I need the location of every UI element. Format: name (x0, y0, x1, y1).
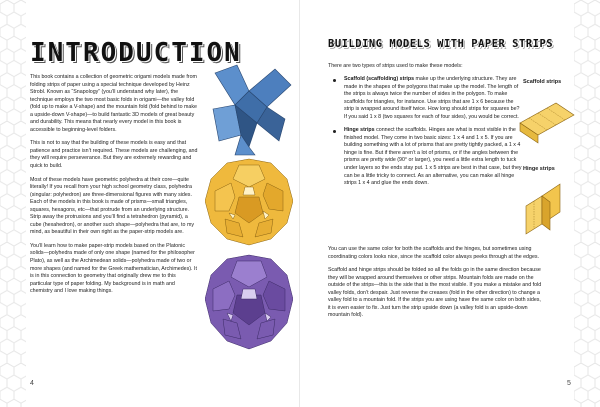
blue-origami-model (213, 65, 291, 155)
introduction-body (30, 74, 198, 302)
term-hinge-strips: Hinge strips (344, 127, 375, 134)
body-paragraph: You can use the same color for both the scaffolds and the hinges, but sometimes using coordinating colors looks nice, since the scaffold color always peeks through at the edges. (328, 246, 540, 260)
hinge-strips-diagram (520, 180, 576, 240)
section-heading: BUILDING MODELS WITH PAPER STRIPS (328, 38, 554, 50)
page-number: 4 (30, 380, 34, 387)
hinge-strips-description: connect the scaffolds. Hinges are what is most visible in the finished model. They come in two basic sizes: 1 x 4 and 1 x 5. If you are building something with a lot of prisms that are pretty tightly packed, a 1 x 4 hinge is fine. But if there aren’t a lot of prisms, or if the angles between the prisms are pretty wide (90° or larger), you need a little extra length to tuck under layers so the ends stay put. 1 x 5 strips are best in that case, but they can be a little tricky to connect. As an alternative, you can make all hinge strips 1 x 4 and glue the ends down. (344, 127, 522, 187)
bullet-icon (333, 79, 336, 82)
page-number: 5 (567, 380, 571, 387)
hexagon-pattern-border (574, 0, 600, 407)
yellow-origami-model (205, 159, 293, 245)
body-paragraph: Scaffold and hinge strips should be folded so all the folds go in the same direction because they will be wrapped around themselves or other strips. Mountain folds are made on the outside of the strips—this is the side that is the most visible. If you make a mistake and fold valley folds, don’t despair. Just reverse the creases (fold in the other direction) to change a valley fold to a mountain fold. If the strips you are using have the same color on both sides, it is even easier to fix. Just turn the strip upside down (a valley fold is an upside-down mountain fold). (328, 267, 542, 319)
intro-paragraph: This book contains a collection of geometric origami models made from folding strips of paper using a special technique developed by Heinz Strobl. Known as “Snapology” (you’ll understand why later), the technique employs the two most basic folds in origami—the valley fold (fold up to make a V-shape) and the mountain fold (fold behind to make a upside-down V-shape)—to build fantastic 3D models of great beauty and durability. This means that nearly every model in this book is accessible to beginning-level folders. (30, 74, 197, 133)
strip-types-intro: There are two types of strips used to make these models: (328, 63, 463, 69)
list-item (328, 76, 523, 121)
origami-models-illustration (205, 63, 293, 363)
strip-types-list (328, 76, 523, 194)
page-title: INTRODUCTION (30, 38, 242, 68)
hinge-strips-label: Hinge strips (523, 166, 555, 172)
intro-paragraph: You’ll learn how to make paper-strip models based on the Platonic solids—polyhedra made of only one shape (named for the philosopher Plato), as well as the Archimedean solids—polyhedra made of two or more shapes (and named for the Greek mathematician, Archimedes). It is in this connection to geometry that originally drew me to this particular type of paper folding. My background is in math and chemistry and I love making things. (30, 242, 197, 295)
intro-paragraph: Most of these models have geometric polyhedra at their core—quite literally! If you recall from your high school geometry class, polyhedra (singular: polyhedron) are three-dimensional figures with many sides. Each of the models in this book is made of prisms—small triangles, squares, hexagons, etc—that protrude from an underlying structure. Strip away the protrusions and you’ll find a tetrahedron (pyramid), a cube (hexahedron), or another such shape—polyhedra that are, to my mind, as beautiful in their own right as the paper-strip models are. (30, 176, 195, 236)
folding-instructions-body (328, 246, 543, 326)
hexagon-pattern-border (0, 0, 26, 407)
intro-paragraph: This is not to say that the building of these models is easy and that patience and practice isn’t required. These models are challenging, and they will require perseverance. But they are extremely rewarding and quick to build. (30, 140, 198, 170)
scaffold-strips-description: make up the underlying structure. They are made in the shapes of the polygons that make up the model. The length of the strips is always twice the number of sides in the polygon. To make scaffolds for triangles, for instance. Use strips that are 1 x 6 because the strip is wrapped around itself twice. How long should strips for squares be? If you said 1 x 8 (two squares for each of four sides), you would be correct. (344, 76, 520, 120)
list-item (328, 127, 523, 187)
purple-origami-model (205, 255, 293, 349)
term-scaffold-strips: Scaffold (scaffolding) strips (344, 76, 415, 82)
origami-models-image (205, 63, 293, 363)
bullet-icon (333, 130, 336, 133)
scaffold-strips-diagram (516, 93, 576, 149)
scaffold-strips-label: Scaffold strips (523, 79, 562, 85)
right-page (300, 0, 600, 407)
